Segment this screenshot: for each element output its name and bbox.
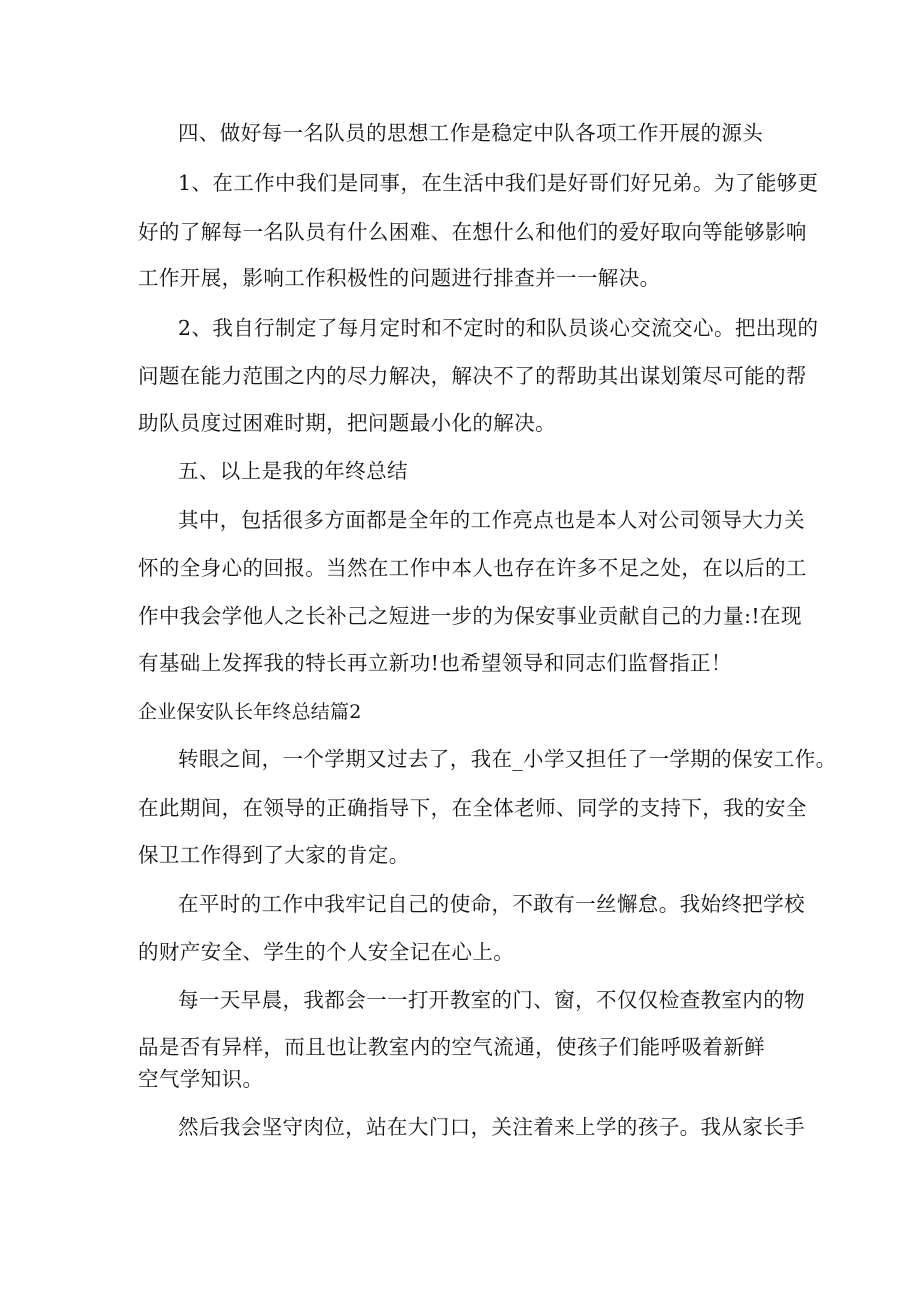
paragraph-7-line-1: 然后我会坚守肉位，站在大门口，关注着来上学的孩子。我从家长手 bbox=[178, 1115, 805, 1139]
paragraph-2-line-3: 助队员度过困难时期，把问题最小化的解决。 bbox=[138, 411, 556, 435]
paragraph-5-line-2: 的财产安全、学生的个人安全记在心上。 bbox=[138, 940, 515, 964]
paragraph-6-line-1: 每一天早晨，我都会一一打开教室的门、窗，不仅仅检查教室内的物 bbox=[178, 988, 805, 1012]
paragraph-4-line-2: 在此期间，在领导的正确指导下，在全体老师、同学的支持下，我的安全 bbox=[138, 796, 807, 820]
article-title-2: 企业保安队长年终总结篇2 bbox=[138, 701, 362, 723]
paragraph-3-line-4: 有基础上发挥我的特长再立新功!也希望领导和同志们监督指正！ bbox=[138, 651, 732, 675]
paragraph-3-line-3: 作中我会学他人之长补己之短进一步的为保安事业贡献自己的力量:!在现 bbox=[138, 604, 802, 628]
paragraph-2-line-2: 问题在能力范围之内的尽力解决，解决不了的帮助其出谋划策尽可能的帮 bbox=[138, 364, 807, 388]
paragraph-1-line-2: 好的了解每一名队员有什么困难、在想什么和他们的爱好取向等能够影响 bbox=[138, 220, 807, 244]
paragraph-5-line-1: 在平时的工作中我牢记自己的使命，不敢有一丝懈怠。我始终把学校 bbox=[178, 892, 805, 916]
paragraph-4-line-3: 保卫工作得到了大家的肯定。 bbox=[138, 843, 410, 867]
paragraph-3-line-1: 其中，包括很多方面都是全年的工作亮点也是本人对公司领导大力关 bbox=[178, 508, 805, 532]
paragraph-3-line-2: 怀的全身心的回报。当然在工作中本人也存在许多不足之处，在以后的工 bbox=[138, 556, 807, 580]
paragraph-6-line-2: 品是否有异样，而且也让教室内的空气流通，使孩子们能呼吸着新鲜 bbox=[138, 1035, 765, 1059]
section-heading-5: 五、以上是我的年终总结 bbox=[178, 459, 408, 483]
paragraph-1-line-1: 1、在工作中我们是同事，在生活中我们是好哥们好兄弟。为了能够更 bbox=[178, 171, 819, 195]
paragraph-6-line-3: 空气学知识。 bbox=[138, 1067, 264, 1091]
paragraph-4-line-1: 转眼之间，一个学期又过去了，我在_小学又担任了一学期的保安工作。 bbox=[178, 747, 837, 771]
paragraph-1-line-3: 工作开展，影响工作积极性的问题进行排查并一一解决。 bbox=[138, 266, 661, 290]
section-heading-4: 四、做好每一名队员的思想工作是稳定中队各项工作开展的源头 bbox=[178, 121, 764, 145]
paragraph-2-line-1: 2、我自行制定了每月定时和不定时的和队员谈心交流交心。把出现的 bbox=[178, 316, 819, 340]
